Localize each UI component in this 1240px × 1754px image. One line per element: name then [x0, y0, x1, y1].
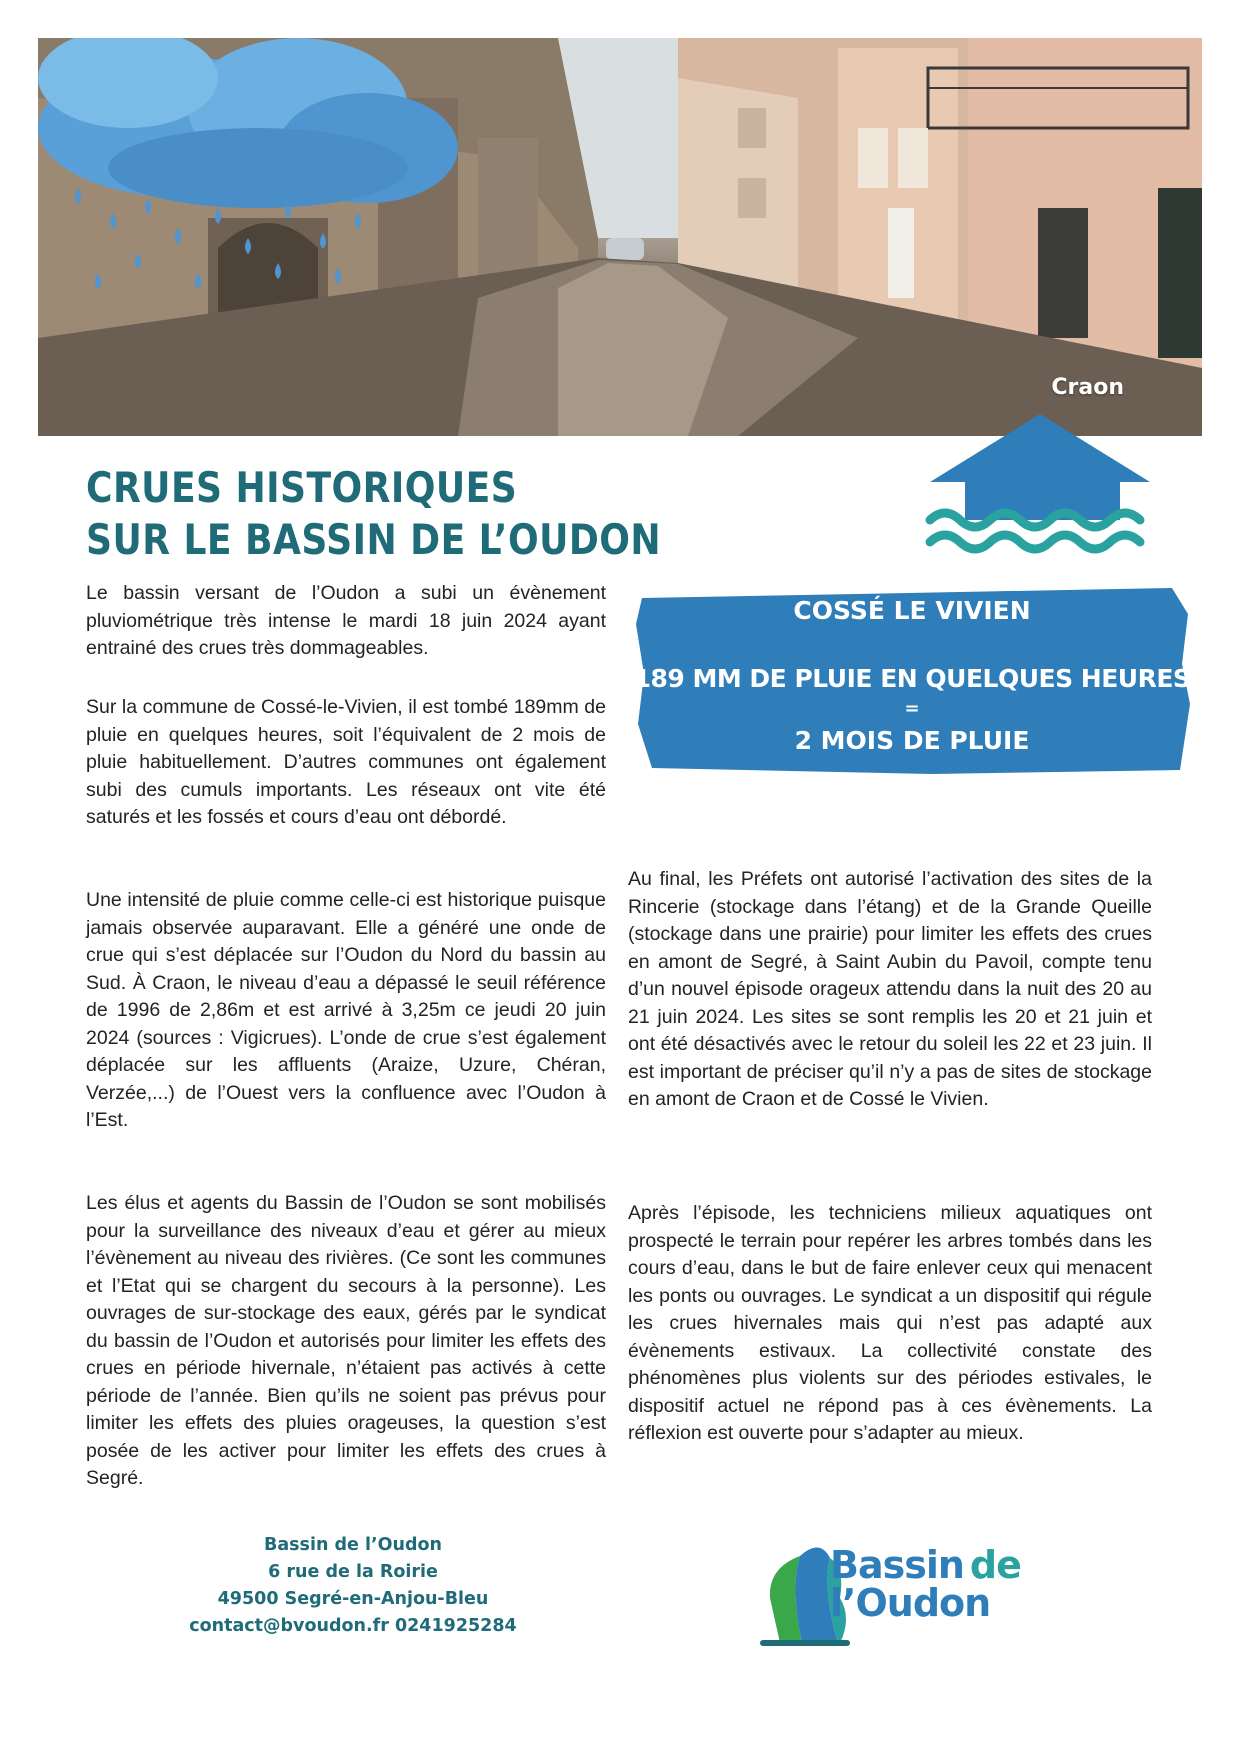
title-line-2: SUR LE BASSIN DE L’OUDON — [86, 515, 662, 564]
page-title — [86, 462, 705, 566]
logo-word-bassin: Bassin — [830, 1543, 964, 1587]
contact-email-phone[interactable]: contact@bvoudon.fr 0241925284 — [189, 1616, 517, 1636]
bassin-oudon-logo — [760, 1528, 1050, 1648]
callout-town: COSSÉ LE VIVIEN — [793, 596, 1031, 625]
rainfall-callout — [632, 584, 1192, 776]
contact-street: 6 rue de la Roirie — [268, 1562, 438, 1582]
flooded-street-illustration — [38, 38, 1202, 436]
contact-name: Bassin de l’Oudon — [263, 1535, 442, 1555]
logo-word-oudon: l’Oudon — [830, 1581, 991, 1625]
paragraph: Sur la commune de Cossé-le-Vivien, il est tombé 189mm de pluie en quelques heures, soit l’équivalent de 2 mois de pluie habituellement. D’autres communes ont également subi des cumuls importants. Les réseaux ont vite été saturés et les fossés et cours d’eau ont débordé. — [86, 696, 606, 828]
title-line-1: CRUES HISTORIQUES — [86, 463, 518, 512]
hero-photo — [38, 38, 1202, 436]
logo-wordmark — [830, 1543, 1021, 1625]
flooded-house-icon — [925, 412, 1155, 562]
callout-equivalent: 2 MOIS DE PLUIE — [794, 726, 1030, 755]
paragraph: Au final, les Préfets ont autorisé l’activation des sites de la Rincerie (stockage dans l’étang) et de la Grande Queille (stockage dans une prairie) pour limiter les effets des crues en amont de Segré, à Saint Aubin du Pavoil, compte tenu d’un nouvel épisode orageux attendu dans la nuit des 20 au 21 juin 2024. Les sites se sont remplis les 20 et 21 juin et ont été désactivés avec le retour du soleil les 22 et 23 juin. Il est important de préciser qu’il n’y a pas de sites de stockage en amont de Craon et de Cossé le Vivien. — [628, 868, 1152, 1110]
logo-word-de: de — [969, 1543, 1021, 1587]
paragraph: Une intensité de pluie comme celle-ci est historique puisque jamais observée auparavant. Elle a généré une onde de crue qui s’est déplacée sur l’Oudon du Nord du bassin au Sud. À Craon, le niveau d’eau a dépassé le seuil référence de 1996 de 2,86m et est arrivé à 3,25m ce jeudi 20 juin 2024 (sources : Vigicrues). L’onde de crue s’est également déplacée sur les affluents (Araize, Uzure, Chéran, Verzée,...) de l’Ouest vers la confluence avec l’Oudon à l’Est. — [86, 889, 606, 1131]
callout-equals: = — [904, 698, 920, 719]
callout-rainfall: 189 MM DE PLUIE EN QUELQUES HEURES — [633, 664, 1191, 693]
contact-city: 49500 Segré-en-Anjou-Bleu — [217, 1589, 489, 1609]
paragraph: Les élus et agents du Bassin de l’Oudon se sont mobilisés pour la surveillance des niveaux d’eau et gérer au mieux l’évènement au niveau des rivières. (Ce sont les communes et l’Etat qui se chargent du secours à la personne). Les ouvrages de sur-stockage des eaux, gérés par le syndicat du bassin de l’Oudon et autorisés pour limiter les effets des crues en période hivernale, n’étaient pas activés à cette période de l’année. Bien qu’ils ne soient pas prévus pour limiter les effets des pluies orageuses, la question s’est posée de les activer pour limiter les effets des crues à Segré. — [86, 1192, 606, 1489]
contact-block — [170, 1532, 536, 1640]
photo-caption: Craon — [1051, 375, 1124, 400]
paragraph: Le bassin versant de l’Oudon a subi un évènement pluviométrique très intense le mardi 18 juin 2024 ayant entrainé des crues très dommageables. — [86, 582, 606, 659]
paragraph: Après l’épisode, les techniciens milieux aquatiques ont prospecté le terrain pour repérer les arbres tombés dans les cours d’eau, dans le but de faire enlever ceux qui menacent les ponts ou ouvrages. Le syndicat a un dispositif qui régule les crues hivernales mais qui n’est pas adapté aux évènements estivaux. La collectivité constate des phénomènes plus violents sur des périodes estivales, le dispositif actuel ne répond pas à ces évènements. La réflexion est ouverte pour s’adapter au mieux. — [628, 1202, 1152, 1444]
